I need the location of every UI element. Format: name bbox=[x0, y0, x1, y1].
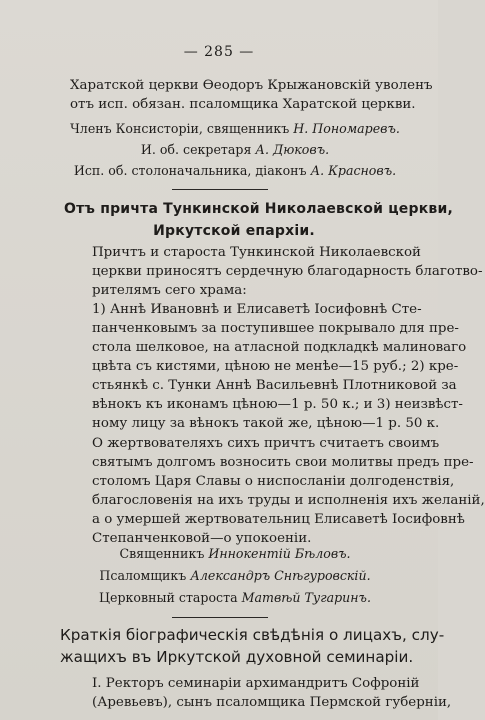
section1-paragraph-1: Причтъ и староста Тункинской Николаевской церкви приносятъ сердечную благодарность благотво- рителямъ сего храма: bbox=[92, 245, 483, 298]
text-line: Харатской церкви Өеодоръ Крыжановскій уволенъ bbox=[70, 78, 433, 93]
text-line: отъ исп. обязан. псаломщика Харатской церкви. bbox=[70, 97, 416, 112]
section1-paragraph-2: 1) Аннѣ Ивановнѣ и Елисаветѣ Іосифовнѣ Сте- панченковымъ за поступившее покрывало для пре- стола шелковое, на атласной подкладкѣ малиноваго цвѣта съ кистями, цѣною не менѣе—15 руб.; 2) кре- стьянкѣ с. Тунки Аннѣ Васильевнѣ Плотниковой за вѣнокъ къ иконамъ цѣною—1 р. 50 к.; и 3) неизвѣст- ному лицу за вѣнокъ такой же, цѣною—1 р. 50 к. bbox=[92, 302, 467, 431]
consistory-signature-2: И. об. секретаря А. Дюковъ. bbox=[140, 142, 330, 157]
consistory-signature-3: Исп. об. столоначальника, діаконъ А. Красновъ. bbox=[73, 163, 397, 178]
section-divider bbox=[172, 617, 268, 618]
consistory-signature-1: Членъ Консисторіи, священникъ Н. Пономаревъ. bbox=[70, 121, 400, 136]
section1-signature-1: Священникъ Иннокентій Бѣловъ. bbox=[119, 546, 351, 561]
section1-paragraph-3: О жертвователяхъ сихъ причтъ считаетъ своимъ святымъ долгомъ возносить свои молитвы предъ пре- столомъ Царя Славы о ниспосланіи долгоденствія, благословенія на ихъ труды и исполненія ихъ желаній, а о умершей жертвовательниц Елисаветѣ Іосифовнѣ Степанченковой—о упокоеніи. bbox=[92, 436, 485, 546]
section1-heading: Отъ причта Тункинской Николаевской церкви, Иркутской епархіи. bbox=[64, 201, 453, 239]
section-divider bbox=[172, 189, 268, 190]
page-number: — 285 — bbox=[183, 44, 255, 60]
section1-signature-2: Псаломщикъ Александръ Снѣгуровскій. bbox=[99, 568, 371, 583]
section2-heading: Краткія біографическія свѣдѣнія о лицахъ, слу- жащихъ въ Иркутской духовной семинаріи. bbox=[60, 626, 445, 666]
top-paragraph bbox=[70, 76, 433, 114]
section1-signature-3: Церковный староста Матвѣй Тугаринъ. bbox=[99, 590, 371, 605]
section2-paragraph: I. Ректоръ семинаріи архимандритъ Софроній (Аревьевъ), сынъ псаломщика Пермской губерніи, bbox=[92, 676, 452, 710]
